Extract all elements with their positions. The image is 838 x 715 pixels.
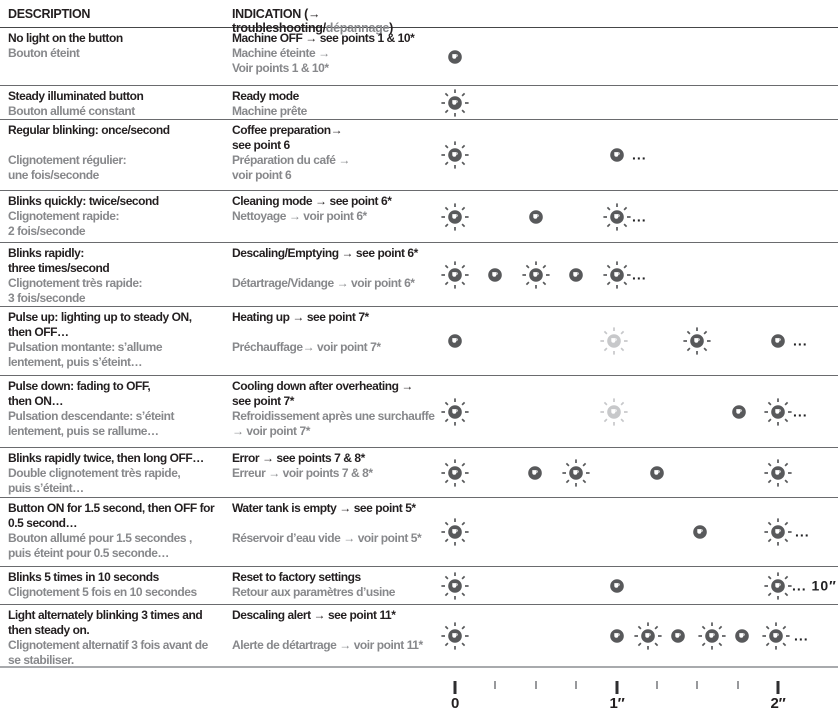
table-row [0,605,838,668]
text-line-fr: Clignotement très rapide: [8,276,143,290]
indication-cell [224,376,437,447]
description-header [0,0,224,27]
timeline-major-tick [777,681,780,694]
timeline-minor-tick [535,681,537,689]
table-row [0,191,838,243]
table-header-row [0,0,838,35]
text-line-en: then steady on. [8,623,90,637]
button-off-icon [763,326,793,356]
button-off-icon [602,140,632,170]
text-line-fr: Bouton éteint [8,46,80,60]
button-off-icon [685,517,715,547]
indication-cell [224,307,437,375]
text-line-fr: Bouton allumé pour 1.5 secondes , [8,531,192,545]
text-line-fr: Machine prête [232,104,307,118]
text-line-fr: puis éteint pour 0.5 seconde… [8,546,169,560]
text-line-fr: Clignotement 5 fois en 10 secondes [8,585,197,599]
text-line-fr: lentement, puis s’éteint… [8,355,143,369]
continuation-dots: ... [794,627,809,644]
text-line-fr: Nettoyage → voir point 6* [232,209,367,223]
text-line-en: Pulse up: lighting up to steady ON, [8,310,192,324]
text-line-fr: Refroidissement après une surchauffe [232,409,435,423]
indicator-sequence-cell [437,448,838,497]
timeline-label: 1″ [609,695,625,712]
text-line-fr: 3 fois/seconde [8,291,86,305]
text-line-en: 0.5 second… [8,516,78,530]
button-on-icon [440,458,470,488]
indicator-sequence-cell [437,191,838,242]
text-line-en: Light alternately blinking 3 times and [8,608,203,622]
table-row [0,120,838,191]
timeline-spacer-left [0,668,224,715]
timeline-major-tick [454,681,457,694]
text-line-fr: Détartrage/Vidange → voir point 6* [232,276,415,290]
button-on-icon [440,571,470,601]
text-line-fr: Double clignotement très rapide, [8,466,181,480]
text-line-en: Water tank is empty → see point 5* [232,501,416,515]
button-on-icon [440,202,470,232]
timeline-minor-tick [494,681,496,689]
text-line-fr: Voir points 1 & 10* [232,61,329,75]
indication-cell [224,191,437,242]
timeline-label: 0 [450,695,460,712]
indication-cell [224,86,437,119]
text-line-en: No light on the button [8,31,123,45]
table-row [0,567,838,605]
text-line-en: Machine OFF → see points 1 & 10* [232,31,415,45]
text-line-fr: Préchauffage→ voir point 7* [232,340,381,354]
timeline-row [0,668,838,715]
continuation-dots: ... [632,208,647,225]
indication-header-paren: ) [389,21,393,35]
button-off-icon [521,202,551,232]
text-line-en: Coffee preparation→ [232,123,343,137]
button-off-icon [724,397,754,427]
table-row [0,243,838,307]
text-line-en: Error → see points 7 & 8* [232,451,365,465]
timeline-minor-tick [737,681,739,689]
button-on-icon [763,397,793,427]
text-line-fr: Clignotement rapide: [8,209,120,223]
text-line-fr: Clignotement alternatif 3 fois avant de [8,638,208,652]
text-line-fr: 2 fois/seconde [8,224,86,238]
indication-cell [224,243,437,306]
text-line-fr: Pulsation montante: s’allume [8,340,163,354]
indicator-sequence-cell [437,307,838,375]
text-line-en: see point 7* [232,394,294,408]
button-off-icon [602,621,632,651]
button-on-icon [763,517,793,547]
button-on-icon [763,458,793,488]
indication-cell [224,448,437,497]
continuation-dots: ... [632,266,647,283]
text-line-spacer [232,623,435,638]
text-line-en: Ready mode [232,89,299,103]
indication-cell [224,498,437,566]
text-line-en: Blinks quickly: twice/second [8,194,159,208]
indication-header-label: INDICATION (→ troubleshooting/ [232,7,326,35]
button-off-icon [602,571,632,601]
description-cell [0,376,224,447]
description-cell [0,307,224,375]
table-row [0,307,838,376]
text-line-spacer [8,138,222,153]
text-line-en: Cleaning mode → see point 6* [232,194,392,208]
continuation-dots: ... [632,146,647,163]
timeline-axis [437,668,838,715]
button-on-icon [697,621,727,651]
description-cell [0,28,224,85]
timeline-label: 2″ [770,695,786,712]
indication-cell [224,605,437,666]
button-off-icon [480,260,510,290]
indication-cell [224,567,437,604]
timeline-minor-tick [575,681,577,689]
button-off-icon [642,458,672,488]
button-dim-icon [599,397,629,427]
button-on-icon [521,260,551,290]
button-off-icon [520,458,550,488]
button-on-icon [440,88,470,118]
continuation-dots: ... [793,403,808,420]
indicator-sequence-cell [437,120,838,190]
description-cell [0,498,224,566]
continuation-dots: ... [795,523,810,540]
description-header-label: DESCRIPTION [8,7,91,21]
timeline-spacer-mid [224,668,437,715]
text-line-fr: Clignotement régulier: [8,153,127,167]
button-on-icon [763,571,793,601]
indicator-sequence-cell [437,605,838,666]
button-on-icon [440,621,470,651]
text-line-spacer [232,325,435,340]
description-cell [0,120,224,190]
text-line-en: Heating up → see point 7* [232,310,369,324]
indication-cell [224,120,437,190]
text-line-fr: voir point 6 [232,168,292,182]
button-off-icon [561,260,591,290]
description-cell [0,243,224,306]
button-off-icon [727,621,757,651]
button-off-icon [440,326,470,356]
text-line-fr: Réservoir d’eau vide → voir point 5* [232,531,422,545]
text-line-en: Descaling/Emptying → see point 6* [232,246,418,260]
continuation-dots: ... [793,332,808,349]
text-line-en: then OFF… [8,325,69,339]
text-line-fr: Alerte de détartrage → voir point 11* [232,638,423,652]
description-cell [0,448,224,497]
text-line-fr: Bouton allumé constant [8,104,135,118]
continuation-dots: ... 10″ [792,577,837,594]
timeline-minor-tick [696,681,698,689]
button-on-icon [440,397,470,427]
text-line-fr: → voir point 7* [232,424,310,438]
button-off-icon [440,42,470,72]
text-line-fr: Machine éteinte → [232,46,330,60]
table-row [0,28,838,86]
indicator-sequence-cell [437,376,838,447]
table-body [0,28,838,668]
description-cell [0,605,224,666]
text-line-fr: puis s’éteint… [8,481,84,495]
indicator-sequence-cell [437,567,838,604]
text-line-en: Button ON for 1.5 second, then OFF for [8,501,215,515]
button-on-icon [440,260,470,290]
indicator-header-spacer [437,0,838,27]
table-row [0,376,838,448]
text-line-spacer [232,261,435,276]
text-line-en: see point 6 [232,138,290,152]
button-on-icon [440,517,470,547]
indication-cell [224,28,437,85]
text-line-en: Cooling down after overheating → [232,379,413,393]
text-line-en: Steady illuminated button [8,89,144,103]
text-line-fr: se stabiliser. [8,653,74,667]
indicator-sequence-cell [437,86,838,119]
description-cell [0,567,224,604]
text-line-fr: Pulsation descendante: s’éteint [8,409,175,423]
text-line-en: then ON… [8,394,64,408]
indicator-sequence-cell [437,498,838,566]
text-line-en: Blinks rapidly twice, then long OFF… [8,451,204,465]
text-line-en: Reset to factory settings [232,570,361,584]
text-line-en: Blinks rapidly: [8,246,84,260]
text-line-fr: Erreur → voir points 7 & 8* [232,466,373,480]
button-on-icon [761,621,791,651]
indication-header-label-fr: dépannage [325,21,390,35]
description-cell [0,86,224,119]
text-line-en: Pulse down: fading to OFF, [8,379,151,393]
description-cell [0,191,224,242]
button-on-icon [561,458,591,488]
timeline-minor-tick [656,681,658,689]
text-line-fr: une fois/seconde [8,168,99,182]
text-line-en: three times/second [8,261,110,275]
timeline-major-tick [616,681,619,694]
indicator-sequence-cell [437,243,838,306]
button-on-icon [682,326,712,356]
indicator-sequence-cell [437,28,838,85]
button-dim-icon [599,326,629,356]
button-off-icon [663,621,693,651]
text-line-spacer [232,516,435,531]
text-line-fr: lentement, puis se rallume… [8,424,159,438]
button-on-icon [602,202,632,232]
text-line-en: Descaling alert → see point 11* [232,608,396,622]
text-line-fr: Préparation du café → [232,153,350,167]
table-row [0,498,838,567]
indication-header [224,0,437,35]
button-on-icon [602,260,632,290]
button-on-icon [633,621,663,651]
text-line-fr: Retour aux paramètres d’usine [232,585,396,599]
text-line-en: Regular blinking: once/second [8,123,170,137]
table-row [0,448,838,498]
table-row [0,86,838,120]
text-line-en: Blinks 5 times in 10 seconds [8,570,159,584]
button-on-icon [440,140,470,170]
